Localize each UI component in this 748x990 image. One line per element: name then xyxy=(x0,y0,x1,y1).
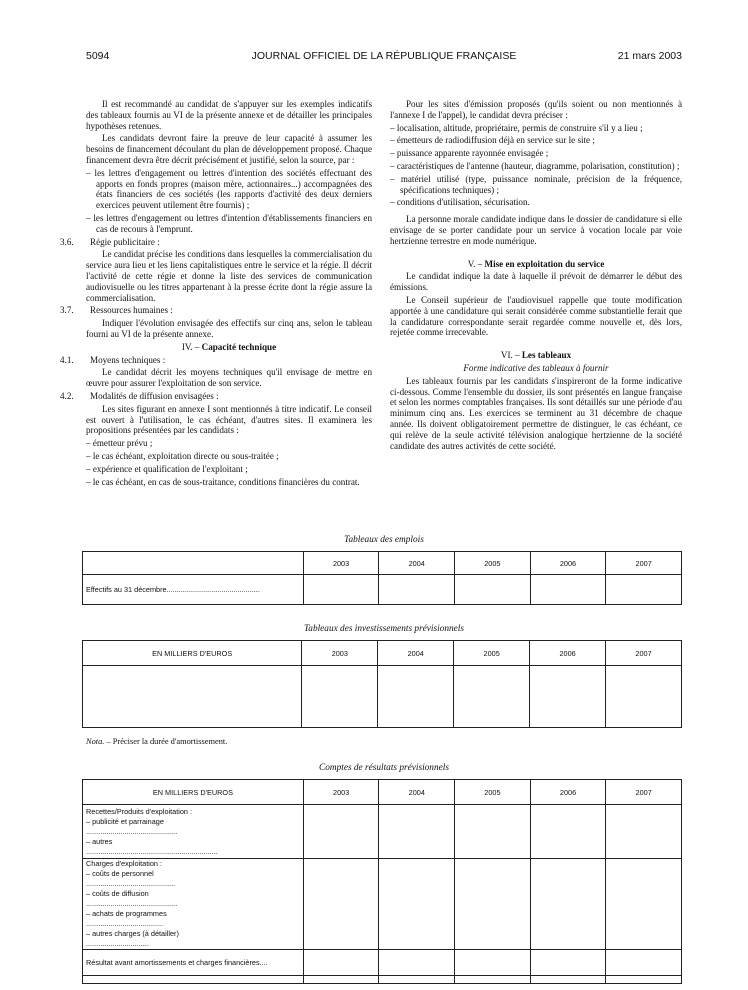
list-item: – émetteurs de radiodiffusion déjà en service sur le site ; xyxy=(390,135,595,146)
section-heading: 3.6. Régie publicitaire : xyxy=(60,236,160,247)
investment-table xyxy=(82,640,682,728)
table-cell xyxy=(303,575,379,605)
year-header: 2003 xyxy=(302,641,378,666)
section-number: 3.6. xyxy=(60,236,74,247)
table-cell xyxy=(530,859,606,950)
page-number: 5094 xyxy=(86,50,110,62)
row-label: Charges d'exploitation : – coûts de personnel ............................................ – coûts de diffusion ............................................. – achats de programmes ...................................... – autres charges (à détailler) ............................... xyxy=(83,859,304,950)
header-cell xyxy=(83,552,304,575)
table-header-row xyxy=(83,780,682,805)
left-column xyxy=(60,99,372,489)
list-item: – caractéristiques de l'antenne (hauteur, diagramme, polarisation, constitution) ; xyxy=(390,160,680,171)
table-cell xyxy=(606,575,682,605)
table-row xyxy=(83,976,682,984)
section-title: IV. – Capacité technique xyxy=(181,341,277,352)
year-header: 2004 xyxy=(379,780,455,805)
paragraph: Pour les sites d'émission proposés (qu'ils soient ou non mentionnés à l'annexe I de l'appel), le candidat devra préciser : xyxy=(390,99,682,120)
table-cell xyxy=(379,575,455,605)
table-cell xyxy=(303,950,379,976)
paragraph: Les candidats devront faire la preuve de leur capacité à assumer les besoins de financement découlant du plan de développement proposé. Chaque financement devra être décrit précisément et justifié, selon la source, par : xyxy=(86,133,372,165)
subsection-title: Forme indicative des tableaux à fournir xyxy=(463,362,609,373)
table-row xyxy=(83,575,682,605)
year-header: 2005 xyxy=(454,641,530,666)
year-header: 2004 xyxy=(379,552,455,575)
paragraph: Le candidat précise les conditions dans lesquelles la commercialisation du service aura lieu et les liens capitalistiques entre le service et la régie. Il décrit l'activité de cette régie et donne la liste des services de communication audiovisuelle ou les titres appartenant à la presse écrite dont la régie assure la commercialisation. xyxy=(86,249,372,303)
row-label: Effectifs au 31 décembre.............................................. xyxy=(83,575,304,605)
section-heading: 4.1. Moyens techniques : xyxy=(60,354,166,365)
table-cell xyxy=(378,666,454,728)
list-item: – les lettres d'engagement ou lettres d'intention d'établissements financiers en cas de recours à l'emprunt. xyxy=(86,212,372,234)
list-item: – émetteur prévu ; xyxy=(86,438,153,449)
table-cell xyxy=(455,976,531,984)
table-row xyxy=(83,859,682,950)
list-item: – le cas échéant, exploitation directe ou sous-traitée ; xyxy=(86,450,279,461)
paragraph: Les tableaux fournis par les candidats s'inspireront de la forme indicative ci-dessous. Comme l'ensemble du dossier, ils sont présentés en langue française et selon les normes comptables françaises. Ils sont détaillés sur une période d'au minimum cinq ans. Les exercices se terminent au 31 décembre de chaque année. Ils doivent obligatoirement permettre de distinguer, le cas échéant, ce qui relève de la seule activité télévision analogique hertzienne de la société candidate des autres activités de cette société. xyxy=(390,375,682,451)
paragraph: Les sites figurant en annexe I sont mentionnés à titre indicatif. Le conseil est ouvert à l'utilisation, le cas échéant, d'autres sites. Il examinera les propositions présentées par les candidats : xyxy=(86,403,372,436)
table-cell xyxy=(606,859,682,950)
table-cell xyxy=(455,859,531,950)
list-item: – puissance apparente rayonnée envisagée ; xyxy=(390,148,549,159)
section-number: 4.2. xyxy=(60,390,74,401)
table-cell xyxy=(455,575,531,605)
list-item: – le cas échéant, en cas de sous-traitance, conditions financières du contrat. xyxy=(86,476,360,487)
table-caption: Comptes de résultats prévisionnels xyxy=(319,763,449,773)
table-cell xyxy=(530,976,606,984)
employment-table xyxy=(82,551,682,605)
section-heading: 4.2. Modalités de diffusion envisagées : xyxy=(60,390,219,401)
list-item: – les lettres d'engagement ou lettres d'intention des sociétés effectuant des apports en fonds propres (maison mère, actionnaires...) accompagnées des états financiers de ces sociétés (les rapports d'activité des deux derniers exercices peuvent utilement être fournis) ; xyxy=(86,167,372,211)
year-header: 2006 xyxy=(530,641,606,666)
table-cell xyxy=(455,805,531,859)
table-cell xyxy=(530,950,606,976)
section-heading: 3.7. Ressources humaines : xyxy=(60,305,173,316)
list-item: – localisation, altitude, propriétaire, permis de construire s'il y a lieu ; xyxy=(390,122,643,133)
table-cell xyxy=(530,805,606,859)
year-header: 2004 xyxy=(378,641,454,666)
row-label: Recettes/Produits d'exploitation : – publicité et parrainage ............................................. – autres ................................................................. xyxy=(83,805,304,859)
table-cell xyxy=(606,950,682,976)
journal-title: JOURNAL OFFICIEL DE LA RÉPUBLIQUE FRANÇAISE xyxy=(251,50,517,62)
list-item: – matériel utilisé (type, puissance nominale, précision de la fréquence, spécifications techniques) ; xyxy=(390,173,682,195)
paragraph: Le candidat indique la date à laquelle il prévoit de démarrer le début des émissions. xyxy=(390,271,682,293)
table-row xyxy=(83,805,682,859)
table-cell xyxy=(530,575,606,605)
section-title: V. – Mise en exploitation du service xyxy=(467,258,605,269)
year-header: 2005 xyxy=(455,780,531,805)
table-cell xyxy=(302,666,378,728)
table-cell xyxy=(379,805,455,859)
paragraph: Il est recommandé au candidat de s'appuyer sur les exemples indicatifs des tableaux fournis au VI de la présente annexe et de détailler les principales hypothèses retenues. xyxy=(86,99,372,131)
table-header-row xyxy=(83,641,682,666)
year-header: 2006 xyxy=(530,552,606,575)
year-header: 2007 xyxy=(606,641,682,666)
table-cell xyxy=(454,666,530,728)
year-header: 2007 xyxy=(606,552,682,575)
section-title: VI. – Les tableaux xyxy=(500,350,572,361)
header-cell: EN MILLIERS D'EUROS xyxy=(83,641,302,666)
year-header: 2007 xyxy=(606,780,682,805)
year-header: 2003 xyxy=(303,780,379,805)
issue-date: 21 mars 2003 xyxy=(617,50,682,62)
page-header xyxy=(86,50,682,64)
table-row xyxy=(83,950,682,976)
table-cell xyxy=(606,805,682,859)
note: Nota. – Préciser la durée d'amortissement. xyxy=(86,737,228,746)
paragraph: La personne morale candidate indique dans le dossier de candidature si elle envisage de se porter candidate pour un service à vocation locale par voie hertzienne terrestre en mode numérique. xyxy=(390,214,682,246)
header-cell: EN MILLIERS D'EUROS xyxy=(83,780,304,805)
section-number: 4.1. xyxy=(60,354,74,365)
paragraph: Indiquer l'évolution envisagée des effectifs sur cinq ans, selon le tableau fourni au VI de la présente annexe. xyxy=(86,318,372,339)
table-cell xyxy=(303,976,379,984)
list-item: – conditions d'utilisation, sécurisation. xyxy=(390,197,530,208)
year-header: 2006 xyxy=(530,780,606,805)
section-number: 3.7. xyxy=(60,305,74,316)
table-cell xyxy=(303,805,379,859)
table-cell xyxy=(83,976,304,984)
table-cell xyxy=(379,976,455,984)
table-cell xyxy=(303,859,379,950)
table-caption: Tableaux des emplois xyxy=(344,535,424,545)
table-cell xyxy=(606,976,682,984)
table-cell xyxy=(379,950,455,976)
table-caption: Tableaux des investissements prévisionnels xyxy=(303,624,464,634)
income-statement-table xyxy=(82,779,682,984)
table-cell xyxy=(83,666,302,728)
table-cell xyxy=(455,950,531,976)
year-header: 2003 xyxy=(303,552,379,575)
table-cell xyxy=(530,666,606,728)
year-header: 2005 xyxy=(455,552,531,575)
row-label: Résultat avant amortissements et charges financières.... xyxy=(83,950,304,976)
table-row xyxy=(83,666,682,728)
right-column xyxy=(390,99,682,453)
paragraph: Le candidat décrit les moyens techniques qu'il envisage de mettre en œuvre pour assurer l'exploitation de son service. xyxy=(86,367,372,389)
table-cell xyxy=(379,859,455,950)
list-item: – expérience et qualification de l'exploitant ; xyxy=(86,463,248,474)
paragraph: Le Conseil supérieur de l'audiovisuel rappelle que toute modification apportée à une candidature qui serait considérée comme substantielle ferait que la candidature correspondante serait regardée comme nouvelle et, dès lors, rejetée comme irrecevable. xyxy=(390,294,682,338)
table-cell xyxy=(606,666,682,728)
table-header-row xyxy=(83,552,682,575)
